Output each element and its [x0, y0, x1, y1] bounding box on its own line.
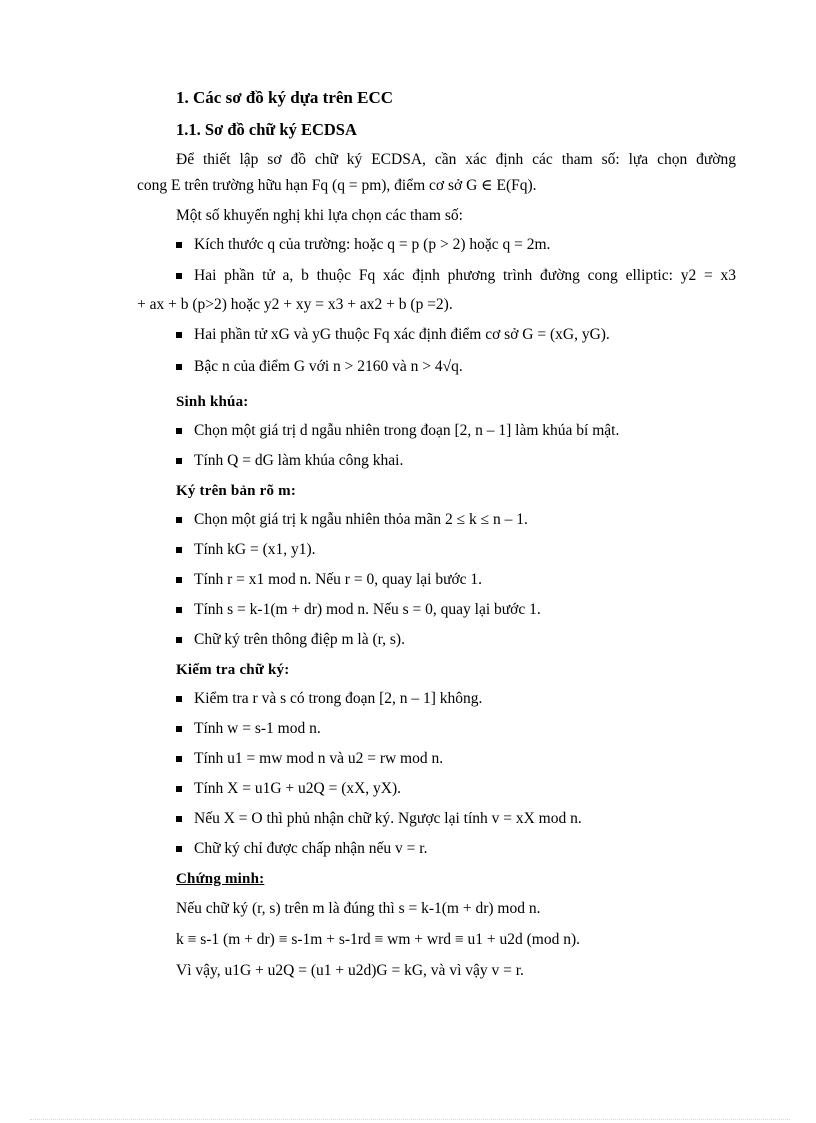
proof-line-3: Vì vậy, u1G + u2Q = (u1 + u2d)G = kG, và vì vậy v = r. [176, 962, 524, 979]
heading-1-1: 1.1. Sơ đồ chữ ký ECDSA [176, 120, 357, 139]
bullet-icon [176, 428, 182, 434]
proof-line-1: Nếu chữ ký (r, s) trên m là đúng thì s = k-1(m + dr) mod n. [176, 900, 541, 917]
proof-line-2: k ≡ s-1 (m + dr) ≡ s-1m + s-1rd ≡ wm + wrd ≡ u1 + u2d (mod n). [176, 931, 581, 948]
verify-item-1: Kiểm tra r và s có trong đoạn [2, n – 1] không. [194, 690, 483, 707]
sign-item-4: Tính s = k-1(m + dr) mod n. Nếu s = 0, quay lại bước 1. [194, 601, 541, 618]
param-item-3: Hai phần tử xG và yG thuộc Fq xác định điểm cơ sở G = (xG, yG). [194, 326, 610, 343]
param-item-2: Hai phần tử a, b thuộc Fq xác định phương trình đường cong elliptic: y2 = x3 [194, 267, 736, 284]
intro-line-2: cong E trên trường hữu hạn Fq (q = pm), điểm cơ sở G ∈ E(Fq). [137, 177, 537, 194]
bullet-icon [176, 607, 182, 613]
sign-item-3: Tính r = x1 mod n. Nếu r = 0, quay lại bước 1. [194, 571, 483, 588]
sign-item-2: Tính kG = (x1, y1). [194, 541, 316, 558]
bullet-icon [176, 786, 182, 792]
sign-item-1: Chọn một giá trị k ngẫu nhiên thỏa mãn 2 ≤ k ≤ n – 1. [194, 511, 528, 528]
bullet-icon [176, 756, 182, 762]
verify-item-2: Tính w = s-1 mod n. [194, 720, 321, 737]
bullet-icon [176, 364, 182, 370]
heading-1: 1. Các sơ đồ ký dựa trên ECC [176, 88, 394, 107]
param-item-4: Bậc n của điểm G với n > 2160 và n > 4√q. [194, 358, 463, 375]
verify-item-6: Chữ ký chỉ được chấp nhận nếu v = r. [194, 840, 428, 857]
sign-title: Ký trên bản rõ m: [176, 483, 297, 499]
bullet-icon [176, 816, 182, 822]
bullet-icon [176, 726, 182, 732]
proof-title: Chứng minh: [176, 871, 265, 887]
bullet-icon [176, 577, 182, 583]
bullet-icon [176, 273, 182, 279]
keygen-item-2: Tính Q = dG làm khúa công khai. [194, 452, 404, 469]
verify-item-4: Tính X = u1G + u2Q = (xX, yX). [194, 780, 402, 797]
bullet-icon [176, 458, 182, 464]
verify-title: Kiểm tra chữ ký: [176, 662, 290, 678]
bullet-icon [176, 696, 182, 702]
bullet-icon [176, 637, 182, 643]
param-item-2-cont: + ax + b (p>2) hoặc y2 + xy = x3 + ax2 + b (p =2). [137, 296, 453, 313]
bullet-icon [176, 547, 182, 553]
bullet-icon [176, 846, 182, 852]
bullet-icon [176, 517, 182, 523]
keygen-item-1: Chọn một giá trị d ngẫu nhiên trong đoạn [2, n – 1] làm khúa bí mật. [194, 422, 620, 439]
verify-item-5: Nếu X = O thì phủ nhận chữ ký. Ngược lại tính v = xX mod n. [194, 810, 582, 827]
params-intro: Một số khuyến nghị khi lựa chọn các tham số: [176, 207, 463, 224]
sign-item-5: Chữ ký trên thông điệp m là (r, s). [194, 631, 405, 648]
intro-line-1: Để thiết lập sơ đồ chữ ký ECDSA, cần xác định các tham số: lựa chọn đường [176, 151, 736, 168]
bullet-icon [176, 332, 182, 338]
param-item-1: Kích thước q của trường: hoặc q = p (p > 2) hoặc q = 2m. [194, 236, 551, 253]
verify-item-3: Tính u1 = mw mod n và u2 = rw mod n. [194, 750, 444, 767]
keygen-title: Sinh khúa: [176, 394, 249, 410]
page-bottom-divider [30, 1119, 790, 1120]
bullet-icon [176, 242, 182, 248]
